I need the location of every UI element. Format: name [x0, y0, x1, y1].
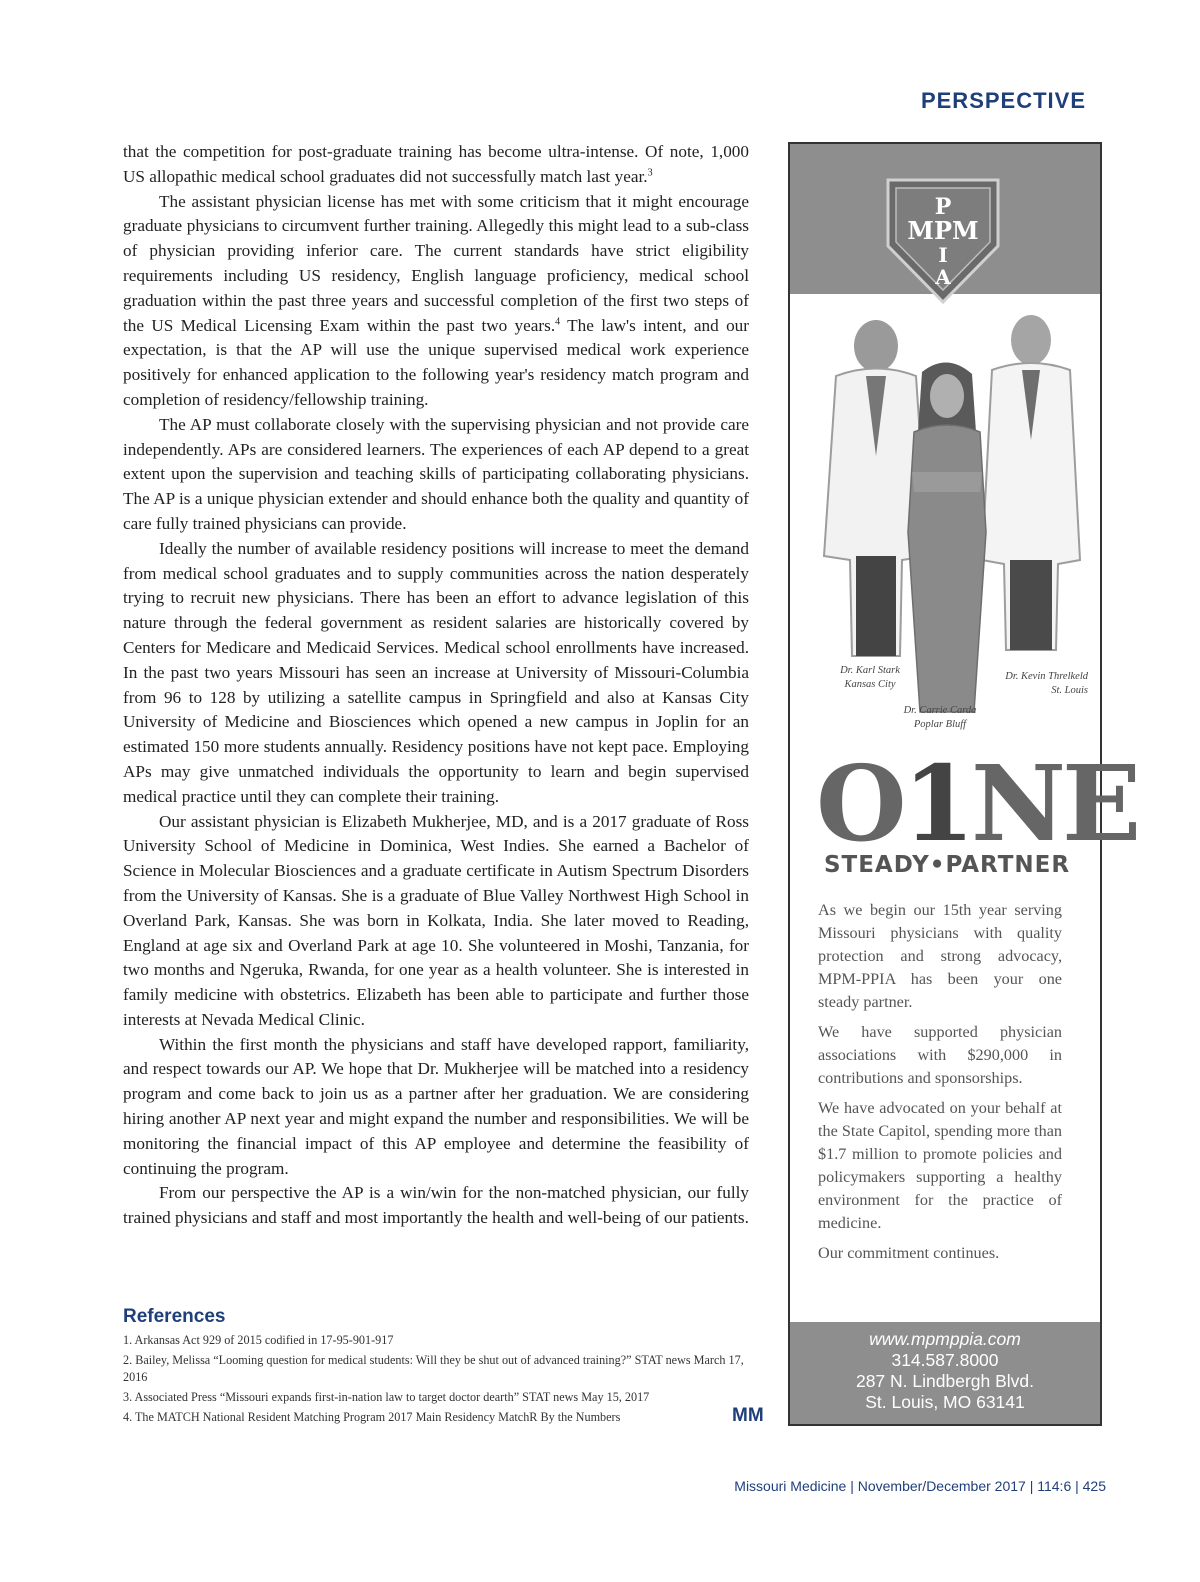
article-paragraph-4: Ideally the number of available residency positions will increase to meet the demand from medical school graduates and to supply communities across the nation desperately trying to recruit new physicians. There has been an effort to advance legislation of this nature through the federal government as resident salaries are historically covered by Centers for Medicare and Medicaid Services. Medical school enrollments have increased. In the past two years Missouri has seen an increase at University of Missouri-Columbia from 96 to 128 by utilizing a satellite campus in Springfield and also at Kansas City University of Medicine and Biosciences which opened a new campus in Joplin for an estimated 150 more students annually. Residency positions have not kept pace. Employing APs may give unmatched individuals the opportunity to learn and begin supervised medical practice until they can complete their training. [123, 538, 749, 806]
article-paragraph-7: From our perspective the AP is a win/win for the non-matched physician, our fully trained physicians and staff and most importantly the health and well-being of our patients. [123, 1183, 749, 1228]
reference-item: 4. The MATCH National Resident Matching Program 2017 Main Residency MatchR By the Numbers [123, 1410, 621, 1424]
ad-paragraph: As we begin our 15th year serving Missouri physicians with quality protection and strong advocacy, MPM-PPIA has been your one steady partner. [818, 901, 1062, 1011]
reference-item: 1. Arkansas Act 929 of 2015 codified in 17-95-901-917 [123, 1333, 394, 1347]
logo-letters-mpm: MPM [907, 216, 979, 245]
doctor-photo-right [976, 310, 1086, 660]
reference-item: 3. Associated Press “Missouri expands first-in-nation law to target doctor dearth” STAT news May 15, 2017 [123, 1390, 650, 1404]
caption-kevin-threlkeld: Dr. Kevin Threlkeld St. Louis [1005, 671, 1088, 696]
ad-phone: 314.587.8000 [891, 1350, 999, 1370]
page-footer: Missouri Medicine | November/December 2017 | 114:6 | 425 [734, 1478, 1106, 1494]
ad-contact-block [790, 1322, 1100, 1424]
reference-item: 2. Bailey, Melissa “Looming question for medical students: Will they be shut out of advanced training?” STAT news March 17, 2016 [123, 1353, 744, 1384]
article-paragraph-5: Our assistant physician is Elizabeth Mukherjee, MD, and is a 2017 graduate of Ross University School of Medicine in Dominica, West Indies. She earned a Bachelor of Science in Molecular Biosciences and a graduate certificate in Autism Spectrum Disorders from the University of Kansas. She is a graduate of Blue Valley Northwest High School in Overland Park, Kansas. She was born in Kolkata, India. She later moved to Reading, England at age six and Overland Park at age 10. She volunteered in Moshi, Tanzania, for two months and Ngeruka, Rwanda, for one year as a health volunteer. She is interested in family medicine with obstetrics. Elizabeth has been able to participate and further those interests at Nevada Medical Clinic. [123, 811, 749, 1029]
article-paragraph-6: Within the first month the physicians and staff have developed rapport, familiarity, and respect towards our AP. We hope that Dr. Mukherjee will be matched into a residency program and come back to join us as a partner after her graduation. We are considering hiring another AP next year and might expand the number and responsibilities. We will be monitoring the financial impact of this AP employee and determine the feasibility of continuing the program. [123, 1034, 749, 1178]
caption-karl-stark: Dr. Karl Stark Kansas City [840, 665, 900, 690]
end-mark: MM [732, 1405, 764, 1426]
advertisement [788, 142, 1138, 1426]
one-wordmark: O1NE [816, 742, 1138, 865]
article-body [123, 140, 749, 1231]
article-paragraph-1: that the competition for post-graduate training has become ultra-intense. Of note, 1,000 US allopathic medical school graduates did not successfully match last year.$^3$ [123, 142, 749, 186]
ad-paragraph: We have supported physician associations with $290,000 in contributions and sponsorships. [818, 1023, 1062, 1087]
article-paragraph-2: The assistant physician license has met with some criticism that it might encourage graduate physicians to circumvent further training. Allegedly this might lead to a sub-class of physician providing inferior care. The current standards have strict eligibility requirements including US residency, English language proficiency, medical school graduation within the past three years and successful completion of the first two steps of the US Medical Licensing Exam within the past two years.$^4$ The law's intent, and our expectation, is that the AP will use the unique supervised medical work experience positively for enhanced application to the following year's residency match program and completion of residency/fellowship training. [123, 191, 749, 409]
ad-body-copy [818, 899, 1062, 1272]
references-heading: References [123, 1306, 226, 1327]
ad-paragraph: We have advocated on your behalf at the State Capitol, spending more than $1.7 million to promote policies and policymakers supporting a healthy environment for the practice of medicine. [818, 1099, 1062, 1232]
article-paragraph-3: The AP must collaborate closely with the supervising physician and not provide care independently. APs are considered learners. The experiences of each AP depend to a great extent upon the supervision and teaching skills of participating collaborating physicians. The AP is a unique physician extender and should enhance both the quality and quantity of care fully trained physicians can provide. [123, 414, 749, 533]
logo-letter-p: P [934, 194, 952, 220]
ad-city: St. Louis, MO 63141 [865, 1392, 1025, 1412]
mpm-ppia-shield-logo [878, 176, 1008, 306]
caption-carrie-carda: Dr. Carrie Carda Poplar Bluff [903, 705, 977, 730]
logo-letter-a: A [935, 265, 951, 289]
ad-website[interactable]: www.mpmppia.com [869, 1329, 1021, 1349]
section-header: PERSPECTIVE [920, 88, 1086, 113]
steady-partner-tagline: STEADY•PARTNER [823, 852, 1071, 878]
logo-letter-i: I [938, 243, 948, 267]
ad-street: 287 N. Lindbergh Blvd. [855, 1371, 1035, 1391]
ad-paragraph: Our commitment continues. [818, 1244, 1000, 1262]
references-list [123, 1332, 763, 1429]
